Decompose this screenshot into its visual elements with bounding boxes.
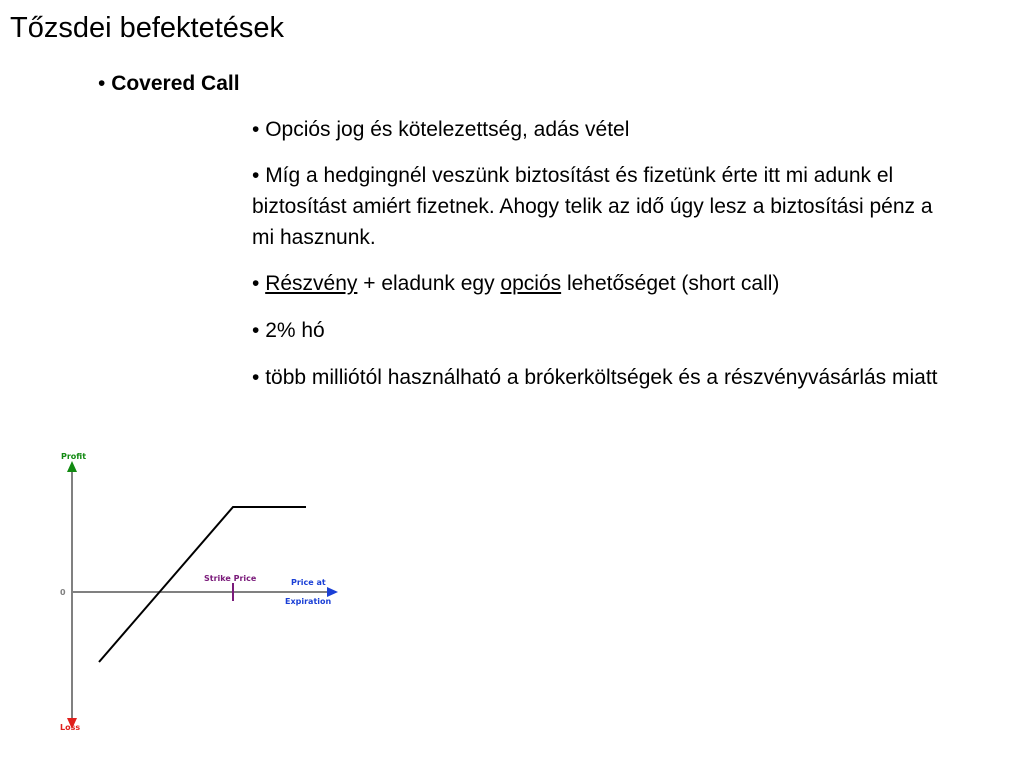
bullet-text: több milliótól használható a brókerköltségek és a részvényvásárlás miatt xyxy=(265,366,938,389)
profit-arrow-icon xyxy=(67,461,77,472)
bullet-text: Míg a hedgingnél veszünk biztosítást és fizetünk érte itt mi adunk el biztosítást amiért fizetnek. Ahogy telik az idő úgy lesz a biztosítási pénz a mi hasznunk. xyxy=(252,164,933,249)
bullet-heading xyxy=(98,70,240,98)
covered-call-payoff-diagram xyxy=(0,445,360,745)
xaxis-label-expiration: Expiration xyxy=(285,597,332,606)
bullet-mark: • xyxy=(252,319,266,342)
bullet-mark: • xyxy=(252,118,266,141)
bullet-item xyxy=(252,315,952,346)
bullet-mark: • xyxy=(252,272,266,295)
strike-price-label: Strike Price xyxy=(204,574,257,583)
bullet-item xyxy=(252,268,952,299)
bullet-item xyxy=(252,362,952,393)
bullet-text: 2% hó xyxy=(265,319,325,342)
bullet-mark: • xyxy=(98,72,112,95)
loss-label: Loss xyxy=(60,723,81,732)
price-arrow-icon xyxy=(327,587,338,597)
link-opcios[interactable]: opciós xyxy=(500,272,562,295)
payoff-line xyxy=(99,507,306,662)
bullet-item xyxy=(252,114,952,145)
bullet-text: + eladunk egy xyxy=(357,272,501,295)
profit-label: Profit xyxy=(61,452,87,461)
heading-text: Covered Call xyxy=(111,72,240,95)
bullet-item xyxy=(252,160,952,253)
link-reszveny[interactable]: Részvény xyxy=(265,272,358,295)
zero-label: 0 xyxy=(60,588,66,597)
page-title: Tőzsdei befektetések xyxy=(10,12,285,44)
bullet-mark: • xyxy=(252,366,266,389)
xaxis-label-price-at: Price at xyxy=(291,578,326,587)
bullet-text: lehetőséget (short call) xyxy=(561,272,780,295)
bullet-mark: • xyxy=(252,164,266,187)
bullet-text: Opciós jog és kötelezettség, adás vétel xyxy=(265,118,630,141)
